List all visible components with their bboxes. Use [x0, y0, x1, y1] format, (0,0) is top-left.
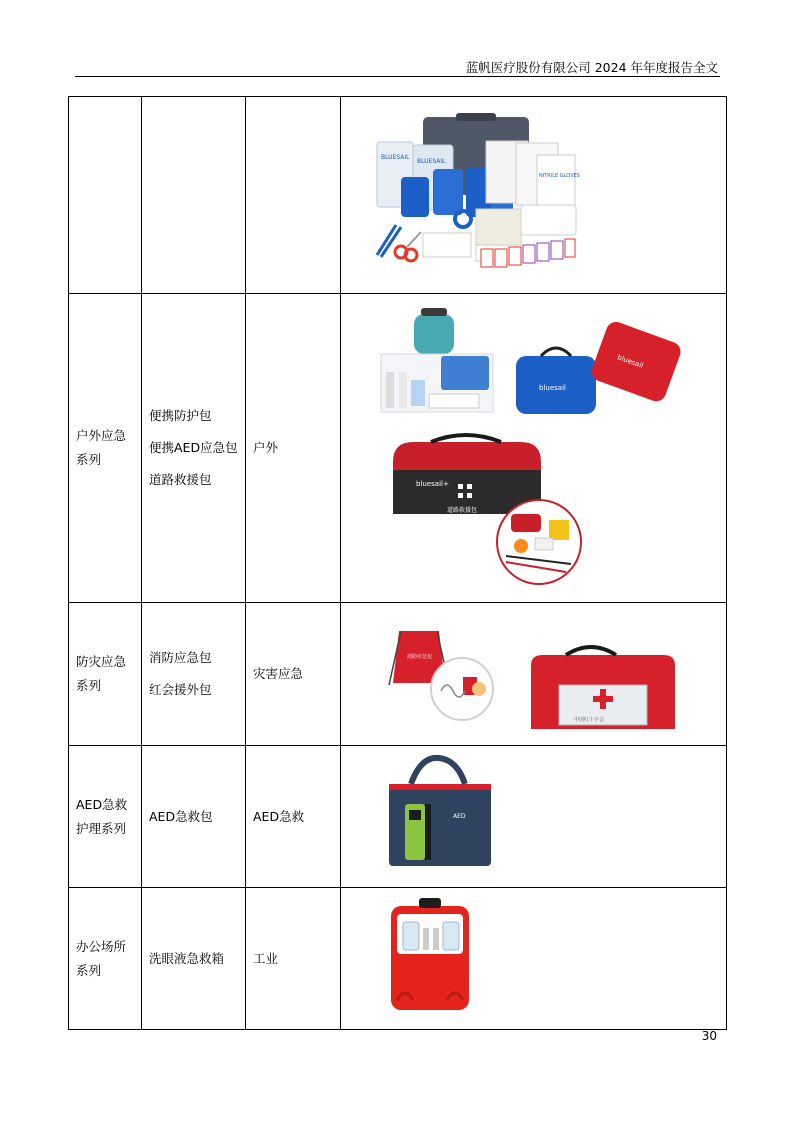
product-image-cell: [341, 294, 727, 603]
scenario-cell: [246, 746, 341, 888]
product-image-cell: [341, 603, 727, 746]
table-row: [69, 888, 727, 1030]
series-cell: [69, 97, 142, 294]
table-row: [69, 603, 727, 746]
table-row: [69, 746, 727, 888]
scenario-text: AED急救: [253, 808, 305, 824]
product-image-cell: [341, 746, 727, 888]
product-name: AED急救包: [149, 808, 213, 824]
eyewash-kit-image: [341, 888, 727, 1029]
gloves-label: NITRILE GLOVES: [539, 173, 580, 179]
scenario-text: 工业: [253, 950, 279, 966]
product-name: 便携防护包: [149, 408, 212, 423]
series-cell: [69, 603, 142, 746]
series-line: 护理系列: [76, 820, 127, 836]
page-number: 30: [701, 1029, 717, 1043]
series-line: 系列: [76, 452, 102, 467]
series-cell: [69, 888, 142, 1030]
scenario-cell: [246, 888, 341, 1030]
product-table: [68, 96, 727, 1030]
product-name: 便携AED应急包: [149, 440, 238, 455]
product-name: 红会援外包: [149, 682, 212, 697]
series-cell: [69, 746, 142, 888]
blue-bag-logo: bluesail: [539, 384, 566, 392]
product-image-cell: [341, 97, 727, 294]
red-cross-label: 中国红十字会: [574, 717, 605, 723]
aed-bag-label: AED: [453, 813, 466, 820]
duffel-label: 道路救援包: [447, 507, 478, 514]
scenario-cell: [246, 97, 341, 294]
fire-bag-label: 消防应急包: [407, 654, 433, 660]
product-name: 道路救援包: [149, 472, 212, 487]
table-row: [69, 97, 727, 294]
series-line: 防灾应急: [76, 654, 127, 669]
red-bag-logo: bluesail: [616, 353, 645, 370]
scenario-text: 灾害应急: [253, 666, 304, 681]
series-line: 办公场所: [76, 938, 127, 954]
series-line: 系列: [76, 962, 102, 978]
duffel-logo: bluesail+: [416, 480, 449, 488]
disaster-emergency-bags-image: [341, 603, 727, 745]
product-image-cell: [341, 888, 727, 1030]
report-title: 蓝帆医疗股份有限公司 2024 年年度报告全文: [465, 60, 718, 75]
aed-bag-image: [341, 746, 727, 887]
products-cell: [142, 888, 246, 1030]
packet-label: BLUESAIL: [381, 154, 410, 161]
scenario-cell: [246, 603, 341, 746]
table-row: [69, 294, 727, 603]
products-cell: [142, 746, 246, 888]
products-cell: [142, 603, 246, 746]
header-rule: [75, 76, 720, 77]
scenario-cell: [246, 294, 341, 603]
series-cell: [69, 294, 142, 603]
product-name: 洗眼液急救箱: [149, 950, 225, 966]
scenario-text: 户外: [253, 440, 279, 455]
series-line: 系列: [76, 678, 102, 693]
products-cell: [142, 294, 246, 603]
packet-label: BLUESAIL: [417, 158, 446, 165]
first-aid-kit-contents-image: [341, 97, 727, 293]
outdoor-emergency-bags-image: [341, 294, 727, 602]
product-name: 消防应急包: [149, 650, 212, 665]
series-line: 户外应急: [76, 428, 127, 443]
products-cell: [142, 97, 246, 294]
series-line: AED急救: [76, 796, 128, 812]
